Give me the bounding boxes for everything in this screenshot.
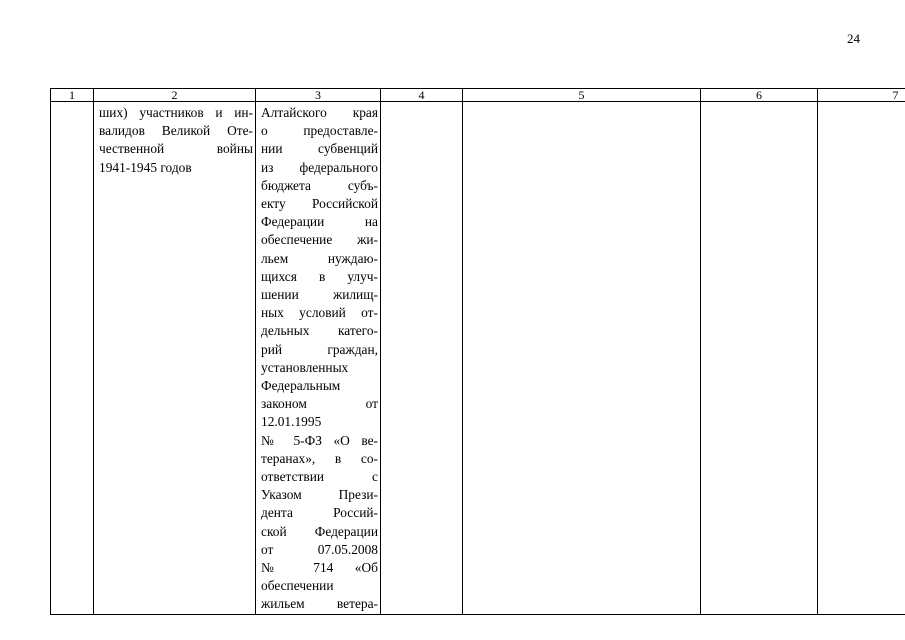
column-header-2: 2	[94, 89, 256, 102]
text-line: жильем ветера-	[261, 596, 378, 612]
text-line: Федеральным	[261, 378, 341, 394]
cell-col-1	[51, 102, 94, 615]
column-header-1: 1	[51, 89, 94, 102]
text-line: рий граждан,	[261, 341, 378, 357]
text-line: екту Российской	[261, 196, 378, 212]
text-line: шении жилищ-	[261, 287, 378, 303]
text-line: Указом Прези-	[261, 487, 378, 503]
text-line: от 07.05.2008	[261, 541, 378, 557]
text-line: льем нуждаю-	[261, 250, 378, 266]
column-header-4: 4	[381, 89, 463, 102]
text-line: законом от	[261, 396, 378, 412]
cell-col-5	[463, 102, 701, 615]
text-line: чественной войны	[99, 141, 253, 157]
cell-col-3	[256, 102, 381, 615]
text-line: бюджета субъ-	[261, 177, 378, 193]
text-line: обеспечение жи-	[261, 232, 378, 248]
page-number: 24	[847, 31, 860, 46]
table-row	[51, 102, 905, 615]
cell-col-2	[94, 102, 256, 615]
text-line: № 714 «Об	[261, 560, 378, 576]
text-line: ответствии с	[261, 469, 378, 485]
text-line: щихся в улуч-	[261, 268, 378, 284]
text-line: Федерации на	[261, 214, 378, 230]
text-line: ской Федерации	[261, 523, 378, 539]
text-line: № 5-ФЗ «О ве-	[261, 432, 378, 448]
cell-col-4	[381, 102, 463, 615]
text-line: обеспечении	[261, 578, 334, 594]
cell-col-7	[818, 102, 905, 615]
cell-col-3-text	[256, 102, 380, 614]
text-line: нии субвенций	[261, 141, 378, 157]
text-line: о предоставле-	[261, 123, 378, 139]
text-line: Алтайского края	[261, 105, 378, 120]
text-line: установленных	[261, 359, 349, 375]
text-line: теранах», в со-	[261, 450, 378, 466]
header-row	[51, 89, 905, 102]
text-line: валидов Великой Оте-	[99, 123, 253, 139]
cell-col-2-text	[94, 102, 255, 177]
text-line: 1941-1945 годов	[99, 159, 192, 175]
text-line: ших) участников и ин-	[99, 105, 253, 120]
cell-col-6	[701, 102, 818, 615]
text-line: дельных катего-	[261, 323, 378, 339]
text-line: из федерального	[261, 159, 378, 175]
column-header-6: 6	[701, 89, 818, 102]
column-header-7: 7	[818, 89, 905, 102]
text-line: ных условий от-	[261, 305, 378, 321]
document-table	[50, 88, 905, 615]
column-header-5: 5	[463, 89, 701, 102]
text-line: 12.01.1995	[261, 414, 322, 430]
column-header-3: 3	[256, 89, 381, 102]
text-line: дента Россий-	[261, 505, 378, 521]
